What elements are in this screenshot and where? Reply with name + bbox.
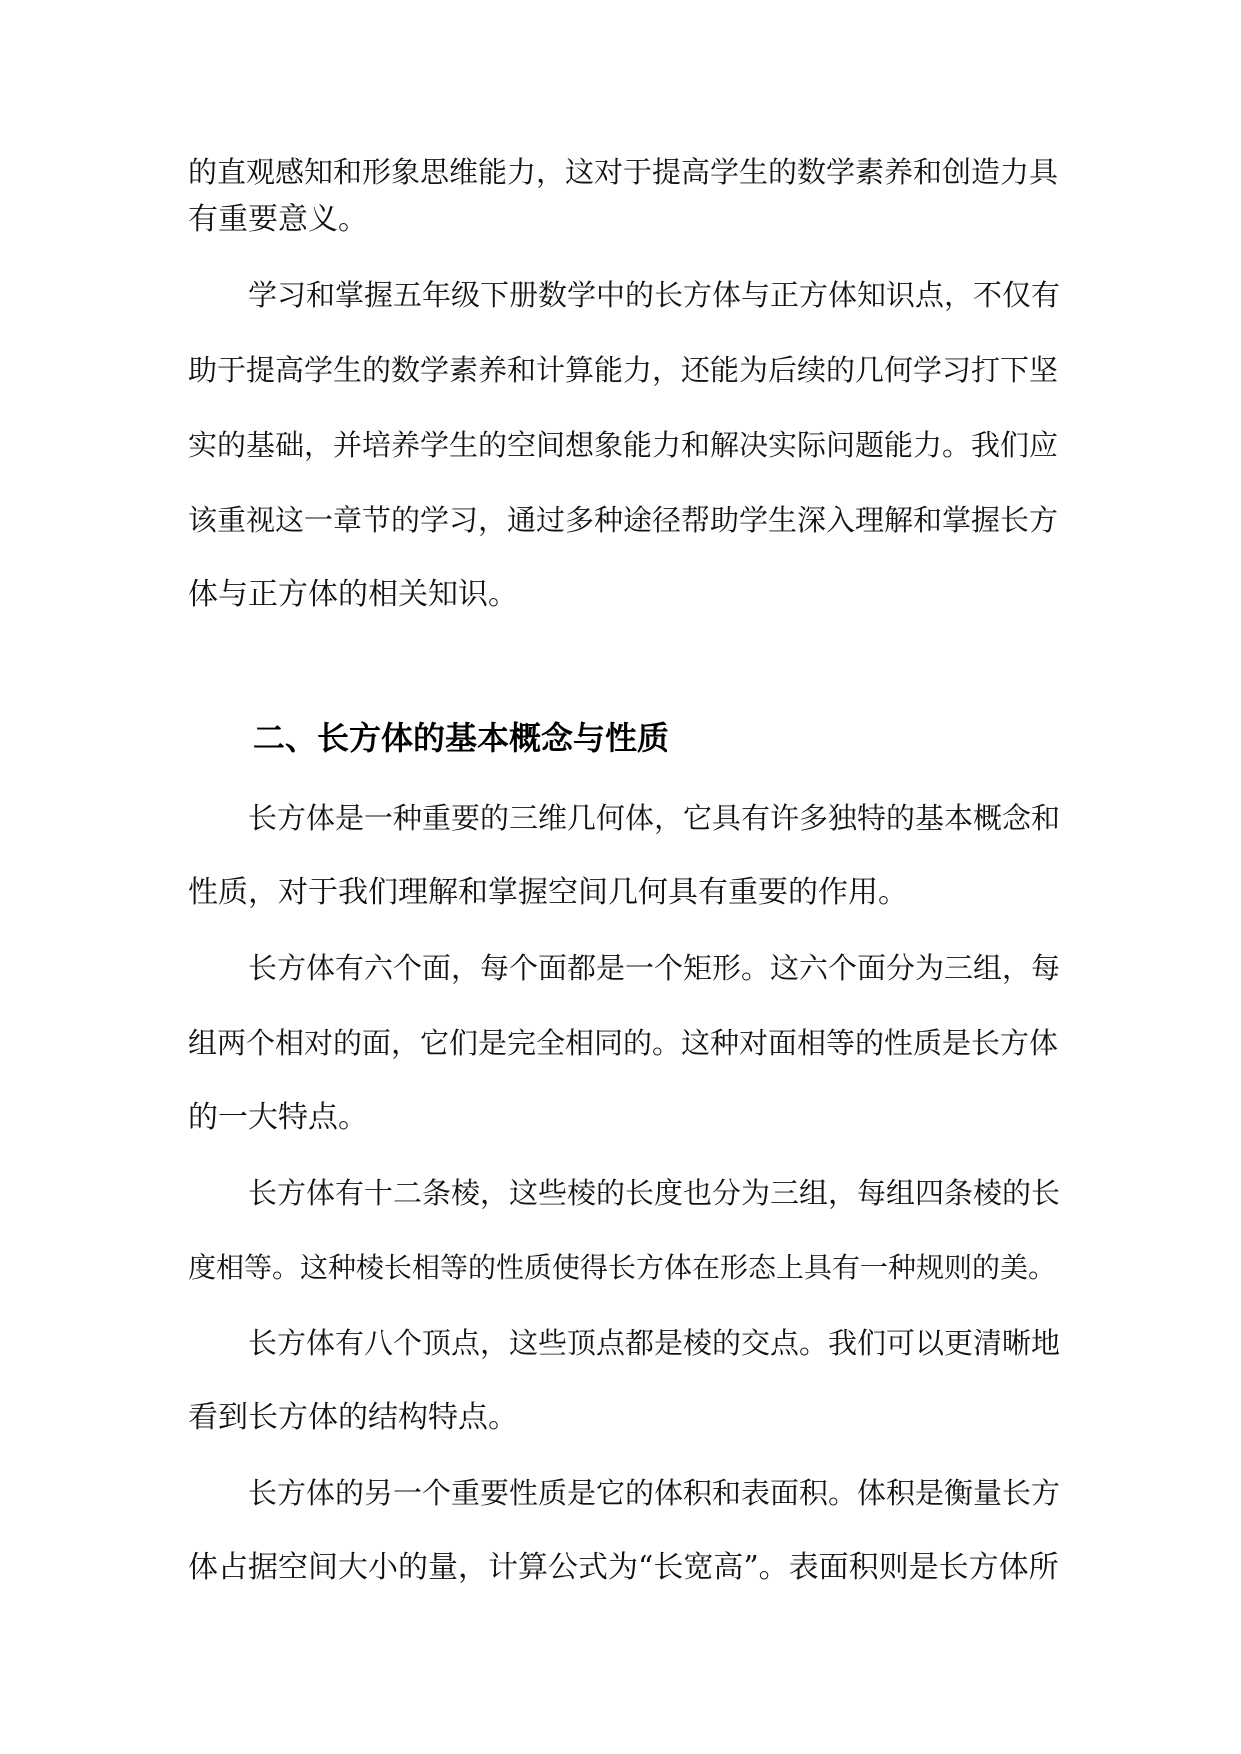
text-line: 看到长方体的结构特点。 <box>188 1400 518 1435</box>
text-line: 长方体的另一个重要性质是它的体积和表面积。体积是衡量长方 <box>248 1476 1061 1510</box>
text-line: 长方体有六个面，每个面都是一个矩形。这六个面分为三组，每 <box>248 951 1061 985</box>
text-line: 长方体有十二条棱，这些棱的长度也分为三组，每组四条棱的长 <box>248 1176 1061 1210</box>
text-line: 长方体有八个顶点，这些顶点都是棱的交点。我们可以更清晰地 <box>248 1326 1061 1360</box>
text-line: 的一大特点。 <box>188 1100 368 1135</box>
text-line: 学习和掌握五年级下册数学中的长方体与正方体知识点，不仅有 <box>248 278 1061 312</box>
text-line: 体占据空间大小的量，计算公式为“长宽高”。表面积则是长方体所 <box>188 1550 1059 1585</box>
text-line: 性质，对于我们理解和掌握空间几何具有重要的作用。 <box>188 875 908 910</box>
text-line: 该重视这一章节的学习，通过多种途径帮助学生深入理解和掌握长方 <box>188 503 1059 537</box>
text-line: 的直观感知和形象思维能力，这对于提高学生的数学素养和创造力具 <box>188 155 1059 189</box>
section-heading: 二、长方体的基本概念与性质 <box>253 719 670 757</box>
text-line: 体与正方体的相关知识。 <box>188 577 518 612</box>
text-line: 组两个相对的面，它们是完全相同的。这种对面相等的性质是长方体 <box>188 1026 1059 1060</box>
text-line: 度相等。这种棱长相等的性质使得长方体在形态上具有一种规则的美。 <box>188 1251 1057 1284</box>
text-line: 长方体是一种重要的三维几何体，它具有许多独特的基本概念和 <box>248 801 1061 835</box>
text-line: 实的基础，并培养学生的空间想象能力和解决实际问题能力。我们应 <box>188 428 1059 462</box>
text-line: 有重要意义。 <box>188 202 368 237</box>
text-line: 助于提高学生的数学素养和计算能力，还能为后续的几何学习打下坚 <box>188 353 1059 387</box>
